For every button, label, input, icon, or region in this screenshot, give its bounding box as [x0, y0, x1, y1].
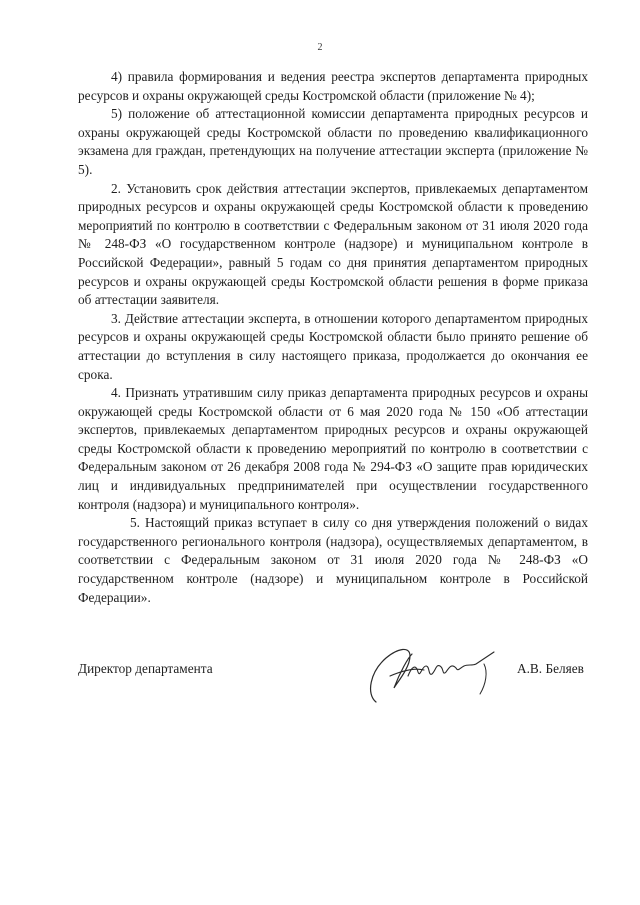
paragraph-item-5: 5) положение об аттестационной комиссии департамента природных ресурсов и охраны окружающей среды Костромской области по проведению квалификационного экзамена для граждан, претендующих на получение аттестации эксперта (приложение № 5).	[78, 106, 588, 177]
paragraph-clause-3: 3. Действие аттестации эксперта, в отношении которого департаментом природных ресурсов и охраны окружающей среды Костромской области было принято решение об аттестации до вступления в силу настоящего приказа, продолжается до окончания ее срока.	[78, 310, 588, 382]
paragraph-clause-5: 5. Настоящий приказ вступает в силу со дня утверждения положений о видах государственного регионального контроля (надзора), осуществляемых департаментом, в соответствии с Федеральным законом от 31 июля 2020 года № 248-ФЗ «О государственном контроле (надзоре) и муниципальном контроле в Российской Федерации».	[78, 515, 588, 605]
handwritten-signature	[364, 636, 504, 708]
paragraph-clause-2: 2. Установить срок действия аттестации экспертов, привлекаемых департаментом природных ресурсов и охраны окружающей среды Костромской области к проведению мероприятий по контролю в соответствии с Федеральным законом от 31 июля 2020 года № 248-ФЗ «О государственном контроле (надзоре) и муниципальном контроле в Российской Федерации», равный 5 годам со дня принятия департаментом природных ресурсов и охраны окружающей среды Костромской области решения в форме приказа об аттестации заявителя.	[78, 180, 588, 308]
paragraph-clause-4: 4. Признать утратившим силу приказ департамента природных ресурсов и охраны окружающей среды Костромской области от 6 мая 2020 года № 150 «Об аттестации экспертов, привлекаемых департаментом природных ресурсов и охраны окружающей среды Костромской области к проведению мероприятий по контролю в соответствии с Федеральным законом от 26 декабря 2008 года № 294-ФЗ «О защите прав юридических лиц и индивидуальных предпринимателей при осуществлении государственного контроля (надзора) и муниципального контроля».	[78, 385, 588, 512]
page-number: 2	[317, 42, 323, 53]
document-body	[78, 68, 588, 607]
signatory-title: Директор департамента	[78, 661, 213, 676]
signatory-name: А.В. Беляев	[517, 661, 584, 676]
paragraph-item-4: 4) правила формирования и ведения реестра экспертов департамента природных ресурсов и охраны окружающей среды Костромской области (приложение № 4);	[78, 69, 588, 103]
